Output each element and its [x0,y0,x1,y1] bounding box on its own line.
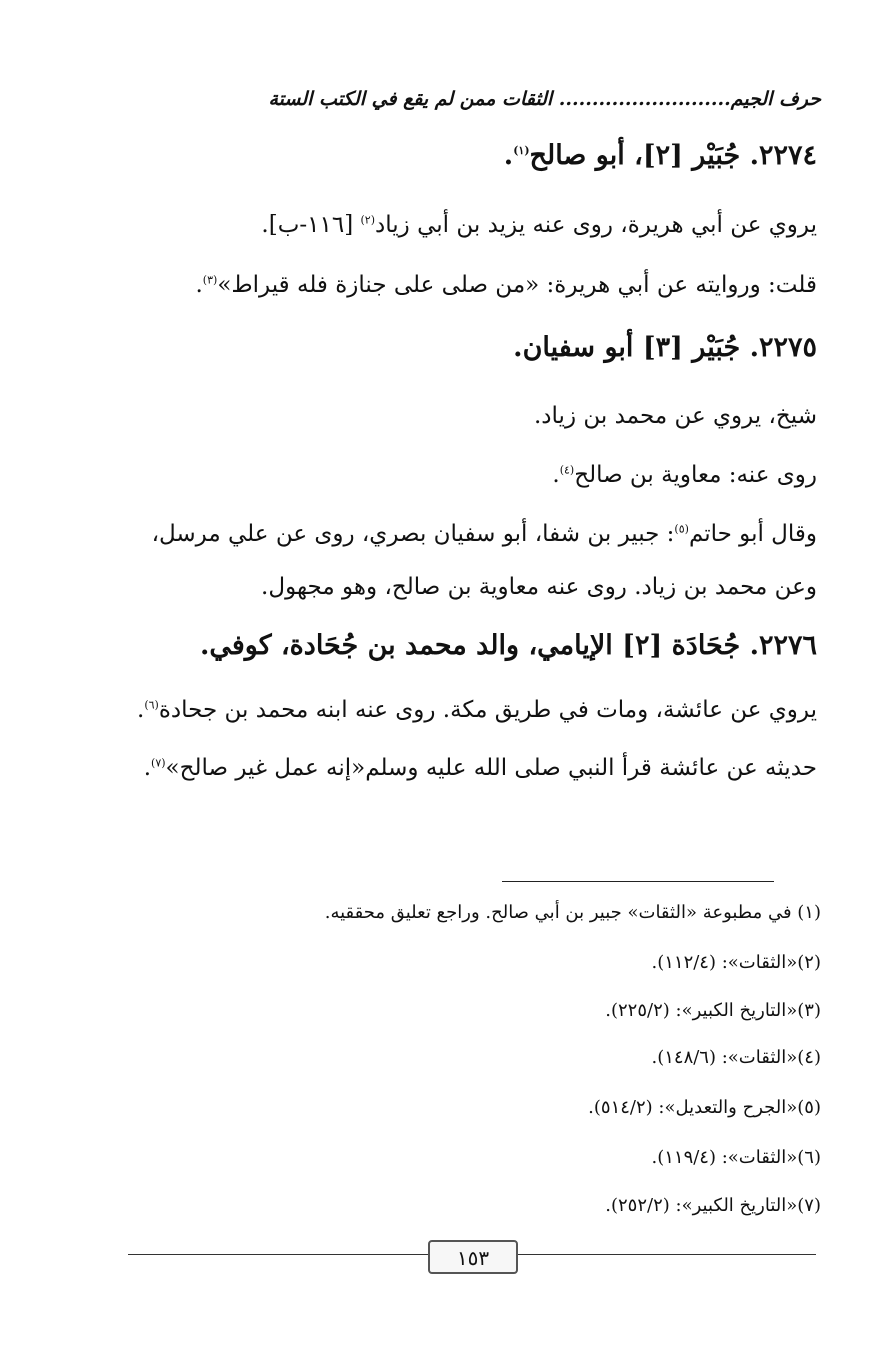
footnote-ref: (٣) [202,273,218,287]
entry-line: شيخ، يروي عن محمد بن زياد. [534,403,817,429]
footnote-ref: (٧) [151,756,166,770]
footnote-ref: (٢) [360,213,375,227]
entry-heading-2276: ٢٢٧٦. جُحَادَة [٢] الإيامي، والد محمد بن جُحَادة، كوفي. [199,630,817,661]
line-text: يروي عن عائشة، ومات في طريق مكة. روى عنه ابنه محمد بن جحادة [158,697,817,723]
entry-line [80,462,817,488]
line-text: حديثه عن عائشة قرأ النبي صلى الله عليه وسلم«إنه عمل غير صالح» [165,755,817,781]
entry-heading-text: ٢٢٧٤. جُبَيْر [٢]، أبو صالح [529,140,817,171]
entry-line [80,755,817,781]
footnote-1: (١) في مطبوعة «الثقات» جبير بن أبي صالح. وراجع تعليق محققيه. [324,902,821,923]
line-text-after: . [143,755,152,781]
line-text-after: . [552,462,560,488]
bottom-rule-right [516,1254,816,1255]
footnote-5: (٥)«الجرح والتعديل»: (٥١٤/٢). [588,1097,821,1118]
line-text: وقال أبو حاتم [688,521,817,547]
entry-heading-2275: ٢٢٧٥. جُبَيْر [٣] أبو سفيان. [513,332,817,363]
footnote-7: (٧)«التاريخ الكبير»: (٢٥٢/٢). [605,1195,821,1216]
line-text: روى عنه: معاوية بن صالح [574,462,817,488]
footnote-divider [502,881,774,882]
line-text-after: : جبير بن شفا، أبو سفيان بصري، روى عن علي مرسل، [151,521,675,547]
line-text: قلت: وروايته عن أبي هريرة: «من صلى على جنازة فله قيراط» [217,272,817,298]
entry-heading-2274 [80,140,817,171]
bottom-rule-left [128,1254,428,1255]
entry-line [80,697,817,723]
footnote-4: (٤)«الثقات»: (١٤٨/٦). [651,1047,821,1068]
line-text-after: . [137,697,145,723]
entry-line [80,521,817,547]
footnote-2: (٢)«الثقات»: (١١٢/٤). [651,952,821,973]
footnote-6: (٦)«الثقات»: (١١٩/٤). [651,1147,821,1168]
footnote-3: (٣)«التاريخ الكبير»: (٢٢٥/٢). [605,1000,821,1021]
entry-line [80,272,817,298]
heading-end: . [503,140,514,171]
running-header: حرف الجيم.......................... الثقات ممن لم يقع في الكتب الستة [268,88,821,110]
page-number: ١٥٣ [428,1240,518,1274]
footnote-ref: (٤) [559,463,575,477]
entry-line [80,212,817,238]
line-text: يروي عن أبي هريرة، روى عنه يزيد بن أبي زياد [375,212,817,238]
footnote-ref: (١) [513,144,530,157]
footnote-ref: (٦) [144,698,159,712]
line-text-after: [١١٦-ب]. [261,212,361,238]
entry-line: وعن محمد بن زياد. روى عنه معاوية بن صالح، وهو مجهول. [261,574,817,600]
line-text-after: . [195,272,203,298]
footnote-ref: (٥) [674,522,689,536]
